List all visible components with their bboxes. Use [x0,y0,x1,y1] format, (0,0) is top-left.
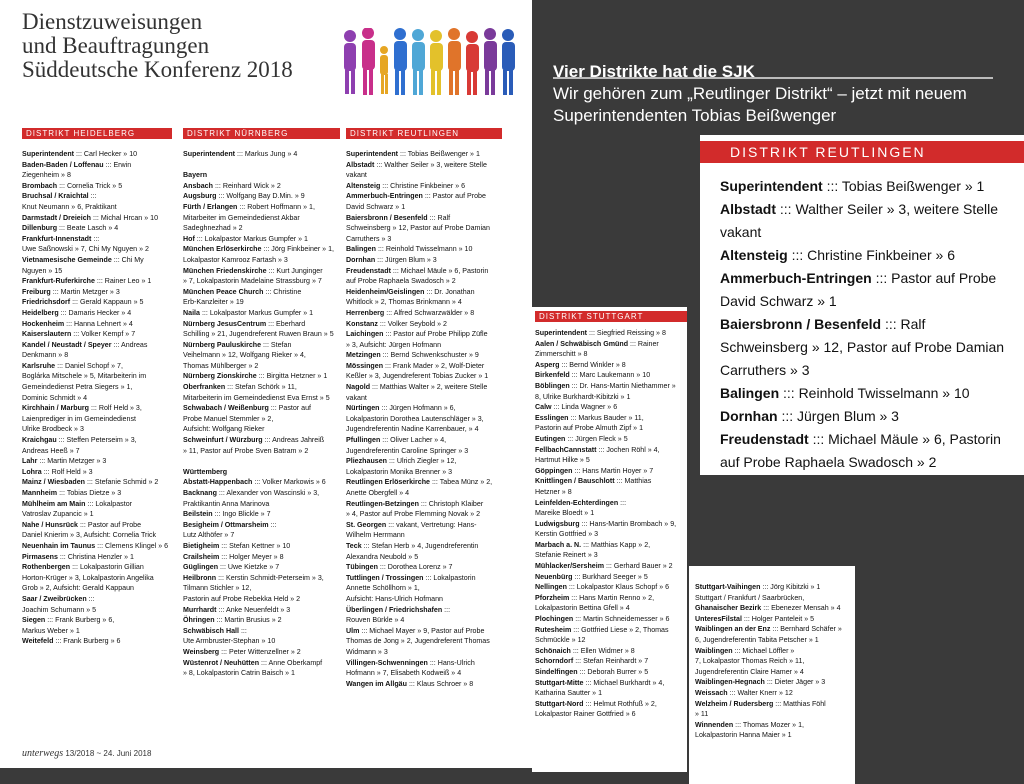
stuttgart-continued-list [695,582,855,741]
list-line: Superintendent ::: Siegfried Reissing » 8 [535,329,666,337]
district-heidelberg-header: DISTRIKT HEIDELBERG [22,128,172,139]
list-line: » 7, Lokalpastorin Madelaine Strassburg » 7 [183,277,322,286]
list-line: Nguyen » 15 [22,266,63,275]
slide-title [553,61,998,127]
list-line: Stuttgart-Nord ::: Helmut Rothfuß » 2, [535,699,657,708]
list-line: Wilhelm Herrmann [346,531,405,540]
list-line: Aufsicht: Hans-Ulrich Hofmann [346,594,443,603]
list-line: Murrhardt ::: Anke Neuenfeldt » 3 [183,605,291,614]
list-line: » 4, Pastor auf Probe Flemming Novak » 2 [346,510,481,519]
list-line: Baiersbronn / Besenfeld ::: Ralf [346,213,451,222]
list-line: Jugendreferentin Claire Hamer » 4 [695,667,804,676]
list-line: 7, Lokalpastor Thomas Reich » 11, [695,657,805,666]
list-line: Pliezhausen ::: Ulrich Ziegler » 12, [346,457,457,466]
list-line: Schwäbisch Hall ::: [183,626,247,635]
list-line: Rutesheim ::: Gottfried Liese » 2, Thomas [535,625,669,634]
list-line: Schönaich ::: Ellen Widmer » 8 [535,646,635,655]
footer-issue: 13/2018 ~ 24. Juni 2018 [65,749,152,758]
list-line: Schwabach / Weißenburg ::: Pastor auf [183,404,311,413]
list-line: Balingen ::: Reinhold Twisselmann » 10 [720,385,970,401]
person-icon [344,28,515,95]
stuttgart-list [535,328,687,720]
list-line: Uwe Saßnowski » 7, Chi My Nguyen » 2 [22,245,149,254]
list-line: » 11 [695,710,709,719]
list-line: Besigheim / Ottmarsheim ::: [183,520,277,529]
list-line: Wüstenrot / Neuhütten ::: Anne Oberkampf [183,658,323,667]
slide-heading: Vier Distrikte hat die SJK [553,62,755,81]
list-line: Zimmerschitt » 8 [535,350,588,359]
list-line: Bietigheim ::: Stefan Kettner » 10 [183,541,291,550]
list-line: Hockenheim ::: Hanna Lehnert » 4 [22,319,133,328]
list-line: Thomas Mühlberger » 2 [183,361,259,370]
list-line: München Friedenskirche ::: Kurt Junginger [183,266,323,275]
list-line: Oberfranken ::: Stefan Schörk » 11, [183,383,297,392]
list-line: Dillenburg ::: Beate Lasch » 4 [22,224,119,233]
list-line: Darmstadt / Dreieich ::: Michal Hrcan » 10 [22,213,159,222]
list-line: Baiersbronn / Besenfeld ::: Ralf [720,316,926,332]
list-line: FellbachCannstatt ::: Jochen Röhl » 4, [535,445,660,454]
list-line: Lokalpastor Kamrooz Fartash » 3 [183,255,288,264]
list-line: Nürnberg Pauluskirche ::: Stefan [183,340,292,349]
page-title [22,10,342,82]
list-line: Birkenfeld ::: Marc Laukemann » 10 [535,371,651,380]
title-line-1: Dienstzuweisungen [22,9,203,34]
list-line: Gemeindedienst Petra Siegers » 1, [22,383,133,392]
list-line: Horton-Krüger » 3, Lokalpastorin Angelika [22,573,154,582]
list-line: Lokalpastorin Bettina Gfell » 4 [535,604,630,613]
list-line: Mössingen ::: Frank Mader » 2, Wolf-Dieter [346,361,485,370]
list-line: Neuenhain im Taunus ::: Clemens Klingel » 6 [22,541,169,550]
reutlingen-list [346,149,502,689]
list-line: Böblingen ::: Dr. Hans-Martin Niethammer » [535,381,676,390]
list-line: Schmückle » 12 [535,636,586,645]
list-line: Albstadt ::: Walther Seiler » 3, weitere Stelle [720,201,999,217]
list-line: Esslingen ::: Markus Bauder » 11, [535,413,644,422]
list-line: Öhringen ::: Martin Brusius » 2 [183,616,282,625]
list-line: Ulrike Brodbeck » 3 [22,425,84,434]
list-line: Heidelberg ::: Damaris Hecker » 4 [22,308,132,317]
list-line: Ulm ::: Michael Mayer » 9, Pastor auf Probe [346,626,485,635]
list-line: Laichingen ::: Pastor auf Probe Philipp Züfle [346,330,488,339]
list-line: Lokalpastor Rainer Gottfried » 6 [535,710,636,719]
list-line: Waiblingen an der Enz ::: Bernhard Schäfer » [695,625,842,634]
list-line: auf Probe Raphaela Swadosch » 2 [346,277,456,286]
list-line: Lokalpastorin Dorothea Lautenschläger » 3, [346,414,484,423]
list-line: München Erlöserkirche ::: Jörg Finkbeiner » 1, [183,245,334,254]
list-line: Brombach ::: Cornelia Trick » 5 [22,181,123,190]
list-line: Backnang ::: Alexander von Wascinski » 3, [183,489,320,497]
page-footer [22,748,151,759]
list-line: Metzingen ::: Bernd Schwenkschuster » 9 [346,351,479,360]
list-line: Sindelfingen ::: Deborah Burrer » 5 [535,668,649,676]
list-line: Mainz / Wiesbaden ::: Stefanie Schmid » 2 [22,478,159,487]
list-line: Güglingen ::: Uwe Kietzke » 7 [183,563,280,572]
list-line: Weissach ::: Walter Knerr » 12 [695,688,793,697]
list-line: Asperg ::: Bernd Winkler » 8 [535,360,626,369]
list-line: Hofmann » 7, Elisabeth Kodweiß » 4 [346,669,462,678]
list-line: Stuttgart / Frankfurt / Saarbrücken, [695,593,805,602]
district-stuttgart-header: DISTRIKT STUTTGART [535,311,687,322]
list-line: Siegen ::: Frank Burberg » 6, [22,616,115,625]
list-line: Pastorin auf Probe Rebekka Held » 2 [183,594,301,603]
list-line: » 8, Lokalpastorin Catrin Baisch » 1 [183,669,295,678]
list-line: Dominic Schmidt » 4 [22,393,88,402]
list-line: Sadeghnezhad » 2 [183,224,243,233]
list-line: Alexandra Neubold » 5 [346,552,419,561]
list-line: Altensteig ::: Christine Finkbeiner » 6 [346,181,466,190]
people-silhouettes-graphic [338,28,528,98]
heidelberg-list [22,149,172,647]
list-line: Ammerbuch-Entringen ::: Pastor auf Probe [346,192,486,201]
list-line: Karlsruhe ::: Daniel Schopf » 7, [22,361,123,370]
zoom-list [700,175,1024,474]
list-line: Nellingen ::: Lokalpastor Klaus Schopf » 6 [535,583,670,592]
list-line: Augsburg ::: Wolfgang Bay D.Min. » 9 [183,192,305,201]
list-line: Grob » 2, Aufsicht: Gerald Kappaun [22,584,134,593]
list-line: vakant [720,224,762,240]
list-line: Lohra ::: Rolf Held » 3 [22,467,93,476]
list-line: Bayern [183,171,208,180]
district-heidelberg-column [22,128,172,647]
list-line: Konstanz ::: Volker Seybold » 2 [346,319,447,328]
list-line: Ziegenheim » 8 [22,171,71,180]
list-line: Württemberg [183,467,228,476]
list-line: Freudenstadt ::: Michael Mäule » 6, Pastorin [720,431,1001,447]
list-line: Probe Manuel Stemmler » 2, [183,414,274,423]
list-line: Lokalpastorin Hanna Maier » 1 [695,731,792,740]
list-line: Weinsberg ::: Peter Wittenzellner » 2 [183,647,301,656]
list-line: Jugendreferentin Caroline Springer » 3 [346,446,469,455]
list-line: » 11, Pastor auf Probe Sven Batram » 2 [183,446,309,455]
list-line: Superintendent ::: Tobias Beißwenger » 1 [720,178,985,194]
list-line: Hartmut Hilke » 5 [535,456,590,465]
list-line [183,160,340,171]
list-line: Heidenheim/Geislingen ::: Dr. Jonathan [346,287,475,296]
list-line: UnteresFilstal ::: Holger Panteleit » 5 [695,614,815,623]
district-stuttgart-card [532,307,687,772]
title-line-3: Süddeutsche Konferenz 2018 [22,57,293,82]
list-line: Freudenstadt ::: Michael Mäule » 6, Pastorin [346,266,489,275]
list-line: Daniel Knierim » 3, Aufsicht: Cornelia Trick [22,531,157,540]
list-line: Reutlingen-Betzingen ::: Christoph Klaiber [346,499,484,508]
list-line: Markus Weber » 1 [22,626,80,635]
district-stuttgart-continued-card [689,566,855,784]
list-line: Lokalpastorin Monika Brenner » 3 [346,467,453,476]
list-line: Mühlheim am Main ::: Lokalpastor [22,499,132,508]
list-line: Annette Schöllhorn » 1, [346,584,420,593]
list-line: Ute Armbruster-Stephan » 10 [183,637,276,646]
list-line: Carruthers » 3 [346,234,392,243]
list-line: Mareike Bloedt » 1 [535,509,595,518]
list-line: Villingen-Schwenningen ::: Hans-Ulrich [346,658,475,667]
list-line: Nahe / Hunsrück ::: Pastor auf Probe [22,520,142,529]
list-line: Wangen im Allgäu ::: Klaus Schroer » 8 [346,679,474,688]
list-line: Nagold ::: Matthias Walter » 2, weitere Stelle [346,383,488,392]
list-line: Widmann » 3 [346,647,388,656]
list-line: Boglárka Mitschele » 5, Mitarbeiterin im [22,372,147,381]
list-line: Leinfelden-Echterdingen ::: [535,498,627,507]
list-line: Schweinsberg » 12, Pastor auf Probe Damian [720,339,1005,355]
list-line: Superintendent ::: Markus Jung » 4 [183,150,298,158]
list-line: Calw ::: Linda Wagner » 6 [535,403,618,412]
list-line: Balingen ::: Reinhold Twisselmann » 10 [346,245,473,254]
district-nuernberg-header: DISTRIKT NÜRNBERG [183,128,340,139]
list-line: Mannheim ::: Tobias Dietze » 3 [22,489,122,497]
list-line: Rouven Bürkle » 4 [346,616,405,625]
list-line: 6, Jugendreferentin Tabita Petscher » 1 [695,635,819,644]
list-line: Kandel / Neustadt / Speyer ::: Andreas [22,340,148,349]
list-line: Weitefeld ::: Frank Burberg » 6 [22,637,121,646]
list-line: Freiburg ::: Martin Metzger » 3 [22,287,120,296]
list-line: Welzheim / Rudersberg ::: Matthias Föhl [695,699,826,708]
list-line: Mühlacker/Sersheim ::: Gerhard Bauer » 2 [535,562,673,571]
slide-subheading: Wir gehören zum „Reutlinger Distrikt“ – jetzt mit neuem Superintendenten Tobias Beißwenger [553,84,967,125]
list-line: vakant [346,171,367,180]
list-line: Schorndorf ::: Stefan Reinhardt » 7 [535,657,649,666]
list-line: Tuttlingen / Trossingen ::: Lokalpastorin [346,573,476,582]
list-line: David Schwarz » 1 [720,293,837,309]
list-line: Pastorin auf Probe Almuth Zipf » 1 [535,424,644,433]
list-line: Ammerbuch-Entringen ::: Pastor auf Probe [720,270,997,286]
list-line: Nürnberg JesusCentrum ::: Eberhard [183,319,306,328]
list-line: Thomas de Jong » 2, Jugendreferent Thomas [346,637,490,646]
list-line [183,456,340,467]
list-line: Joachim Schumann » 5 [22,605,97,614]
nuernberg-list [183,149,340,679]
list-line: Dornhan ::: Jürgen Blum » 3 [346,255,437,264]
list-line: Superintendent ::: Carl Hecker » 10 [22,150,138,158]
list-line: Knut Neumann » 6, Praktikant [22,202,117,211]
list-line: Hetzner » 8 [535,487,572,496]
list-line: Kirchhain / Marburg ::: Rolf Held » 3, [22,404,142,413]
list-line: Pirmasens ::: Christina Henzler » 1 [22,552,134,561]
district-reutlingen-column [346,128,502,689]
list-line: Tilmann Stichler » 12, [183,584,252,593]
list-line: Plochingen ::: Martin Schneidemesser » 6 [535,615,670,624]
list-line: Winnenden ::: Thomas Mozer » 1, [695,720,805,729]
list-line: Hof ::: Lokalpastor Markus Gumpfer » 1 [183,234,308,243]
list-line: Waiblingen-Hegnach ::: Dieter Jäger » 3 [695,678,826,687]
list-line: Marbach a. N. ::: Matthias Kapp » 2, [535,540,651,549]
zoom-header: DISTRIKT REUTLINGEN [700,141,1024,163]
list-line: Göppingen ::: Hans Martin Hoyer » 7 [535,466,654,475]
list-line: Jugendreferentin Nadine Karrenbauer, » 4 [346,425,479,434]
list-line: Andreas Heeß » 7 [22,446,80,455]
list-line: München Peace Church ::: Christine [183,287,302,296]
list-line: Superintendent ::: Tobias Beißwenger » 1 [346,150,480,158]
list-line: Eutingen ::: Jürgen Fleck » 5 [535,434,628,443]
list-line: Anette Obergfell » 4 [346,489,410,497]
list-line: Reutlingen Erlöserkirche ::: Tabea Münz » 2, [346,478,493,487]
list-line: Frankfurt-Ruferkirche ::: Rainer Leo » 1 [22,277,152,286]
list-line: Schweinfurt / Würzburg ::: Andreas Jahreiß [183,436,325,445]
list-line: Überlingen / Friedrichshafen ::: [346,605,451,614]
list-line: Herrenberg ::: Alfred Schwarzwälder » 8 [346,308,475,317]
list-line: Carruthers » 3 [720,362,810,378]
list-line: Knittlingen / Bauschlott ::: Matthias [535,477,652,486]
list-line: Saar / Zweibrücken ::: [22,594,95,603]
list-line: Altensteig ::: Christine Finkbeiner » 6 [720,247,955,263]
list-line: Aalen / Schwäbisch Gmünd ::: Rainer [535,339,659,348]
list-line: Stuttgart-Mitte ::: Michael Burkhardt » 4, [535,678,665,687]
list-line: Nürnberg Zionskirche ::: Birgitta Hetzner » 1 [183,372,328,381]
list-line: Baden-Baden / Loffenau ::: Erwin [22,160,132,169]
list-line: Friedrichsdorf ::: Gerald Kappaun » 5 [22,298,144,307]
list-line: Stefanie Reinert » 3 [535,551,598,560]
list-line: Ansbach ::: Reinhard Wick » 2 [183,181,281,190]
list-line: Kerstin Gottfried » 3 [535,530,599,539]
list-line: Ghanaischer Bezirk ::: Ebenezer Mensah » 4 [695,604,841,613]
list-line: Tübingen ::: Dorothea Lorenz » 7 [346,563,453,572]
list-line: Nürtingen ::: Jürgen Hofmann » 6, [346,404,456,413]
list-line: Heilbronn ::: Kerstin Schmidt-Peterseim » 3, [183,573,324,582]
list-line: Beilstein ::: Ingo Blickle » 7 [183,510,271,519]
list-line: Waiblingen ::: Michael Löffler » [695,646,795,655]
list-line: auf Probe Raphaela Swadosch » 2 [720,454,937,470]
list-line: Pforzheim ::: Hans Martin Renno » 2, [535,593,655,602]
list-line: St. Georgen ::: vakant, Vertretung: Hans- [346,520,477,529]
list-line: 8, Ulrike Burkhardt-Kibitzki » 1 [535,392,631,401]
list-line: Lahr ::: Martin Metzger » 3 [22,457,107,466]
list-line: Albstadt ::: Walther Seiler » 3, weitere Stelle [346,160,487,169]
footer-magazine: unterwegs [22,748,64,759]
list-line: » 3, Aufsicht: Jürgen Hofmann [346,340,442,349]
list-line: Teck ::: Stefan Herb » 4, Jugendreferentin [346,541,479,550]
list-line: Mitarbeiterin im Gemeindedienst Eva Ernst » 5 [183,393,330,402]
list-line: Rothenbergen ::: Lokalpastorin Gillian [22,563,144,572]
list-line: Pfullingen ::: Oliver Lacher » 4, [346,436,447,445]
list-line: Veihelmann » 12, Wolfgang Rieker » 4, [183,351,306,360]
list-line: Vatroslav Zupancic » 1 [22,510,94,519]
list-line: Denkmann » 8 [22,351,69,360]
list-line: Aufsicht: Wolfgang Rieker [183,425,265,434]
list-line: Ludwigsburg ::: Hans-Martin Brombach » 9, [535,519,677,528]
list-line: Dornhan ::: Jürgen Blum » 3 [720,408,899,424]
list-line: Frankfurt-Innenstadt ::: [22,234,100,243]
list-line: David Schwarz » 1 [346,202,406,211]
list-line: Lutz Althöfer » 7 [183,531,235,540]
list-line: Stuttgart-Vaihingen ::: Jörg Kibitzki » 1 [695,583,821,591]
list-line: Abstatt-Happenbach ::: Volker Markowis » 6 [183,478,326,487]
district-nuernberg-column [183,128,340,679]
list-line: Fürth / Erlangen ::: Robert Hoffmann » 1, [183,202,315,211]
title-line-2: und Beauftragungen [22,33,210,58]
list-line: Vietnamesische Gemeinde ::: Chi My [22,255,144,264]
list-line: Kraichgau ::: Steffen Peterseim » 3, [22,436,137,445]
list-line: Praktikantin Anna Marinova [183,499,270,508]
list-line: Schilling » 21, Jugendreferent Ruwen Braun » 5 [183,330,334,339]
list-line: Naila ::: Lokalpastor Markus Gumpfer » 1 [183,308,314,317]
list-line: vakant [346,393,367,402]
list-line: Mitarbeiter im Gemeindedienst Akbar [183,213,300,222]
list-line: Keßler » 3, Jugendreferent Tobias Zucker » 1 [346,372,489,381]
reutlingen-zoom-excerpt [700,135,1024,475]
list-line: Bruchsal / Kraichtal ::: [22,192,97,201]
list-line: Katharina Sautter » 1 [535,689,603,698]
district-reutlingen-header: DISTRIKT REUTLINGEN [346,128,502,139]
list-line: Crailsheim ::: Holger Meyer » 8 [183,552,284,561]
list-line: Neuenbürg ::: Burkhard Seeger » 5 [535,572,648,581]
list-line: Whitlock » 2, Thomas Brinkmann » 4 [346,298,462,307]
list-line: Kaiserslautern ::: Volker Kempf » 7 [22,330,136,339]
list-line: Laienprediger in im Gemeindedienst [22,414,136,423]
list-line: Erb-Kanzleiter » 19 [183,298,244,307]
list-line: Schweinsberg » 12, Pastor auf Probe Damian [346,224,490,233]
